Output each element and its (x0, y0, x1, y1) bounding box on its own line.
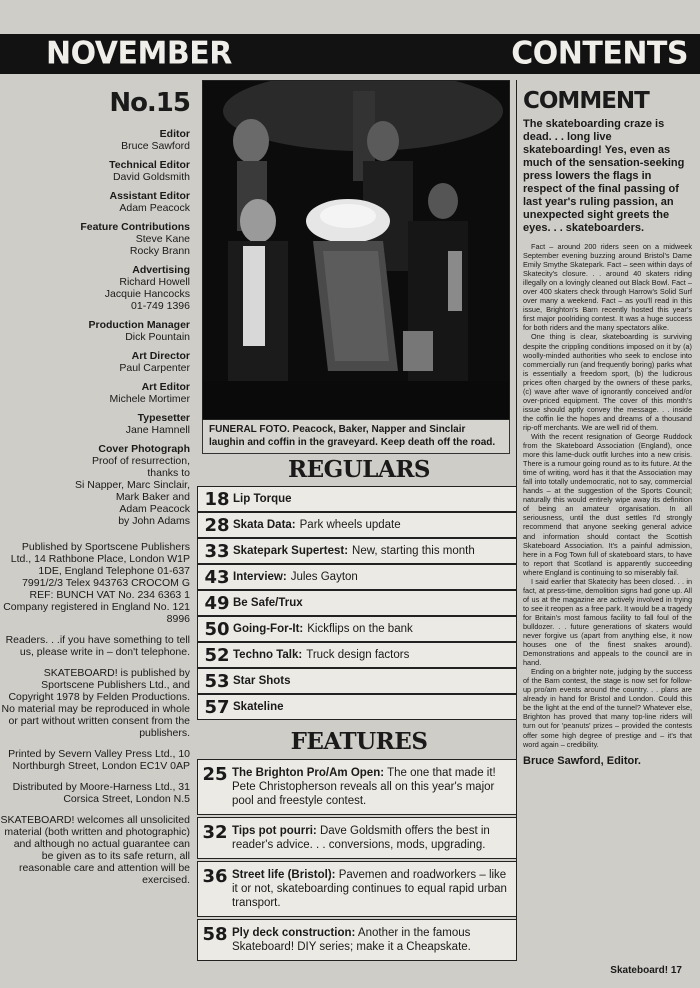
credit-name: Jane Hamnell (125, 424, 190, 436)
regulars-item (197, 616, 517, 642)
page-number: 50 (204, 618, 230, 640)
printer-info: Printed by Severn Valley Press Ltd., 10 Northburgh Street, London EC1V 0AP (8, 748, 190, 772)
item-title: Going-For-It: (233, 623, 304, 635)
credit-role: Feature Contributions (80, 221, 190, 233)
comment-body (523, 242, 692, 749)
credit-role: Typesetter (137, 412, 190, 424)
credit-role: Art Director (131, 350, 190, 362)
credit-name: Paul Carpenter (119, 362, 190, 374)
credit-entry (0, 264, 190, 312)
item-title: Be Safe/Trux (233, 597, 303, 609)
regulars-item (197, 668, 517, 694)
regulars-item (197, 564, 517, 590)
credits-list (0, 128, 190, 527)
features-item (197, 919, 517, 961)
credit-name: Jacquie Hancocks (104, 288, 190, 300)
credit-name: thanks to (147, 467, 190, 479)
cover-photo (202, 80, 510, 420)
item-description: Jules Gayton (290, 571, 358, 583)
item-title: Skatepark Supertest: (233, 545, 349, 557)
item-title: Street life (Bristol): (232, 869, 336, 881)
credit-name: Si Napper, Marc Sinclair, (75, 479, 190, 491)
page-number: 58 (202, 924, 228, 945)
features-item (197, 817, 517, 859)
comment-paragraph: With the recent resignation of George Ruddock from the Skateboard Association (England), once more this lame-duck outfit lurches into a new crisis. There is a rumour going round as to its future. At the time of writing, word has it that the Association may fall into totally undemocratic, not to say, commercial hands – at the suggestion of the Sports Council; naturally this would entirely wipe away its definition of being an amateur organisation. In all seriousness, until the dust settles I'd strongly recommend that anyone seeking general advice and information should contact the Scottish Skateboard Association. It's a painful admission, here in a Fog Town full of skateboard stars, to have to report that Scotland is apparently succeeding where England is continuing to so miserably fail. (523, 431, 692, 577)
credit-name: Adam Peacock (119, 503, 190, 515)
page-number: 28 (204, 514, 230, 536)
item-description: The one that made it! Pete Christopherson reveals all on this year's major pool and freestyle contest. (232, 767, 496, 807)
item-title: Skata Data: (233, 519, 296, 531)
credit-entry (0, 159, 190, 183)
credit-entry (0, 319, 190, 343)
page-number: 25 (202, 764, 228, 785)
credit-entry (0, 381, 190, 405)
credit-entry (0, 412, 190, 436)
comment-paragraph: Fact – around 200 riders seen on a midweek September evening buzzing around Bristol's Dame Emily Smythe Skatepark. Fact – seen within days of Skatecity's closure. . . around 40 skaters riding illegally on a lovingly cleaned out Black Bowl. Fact – over 400 skaters check through Harrow's Solid Surf over many a weekend. Fact – as you'll read in this issue, Brighton's Barn recently hosted this year's first major poolriding contest. It was a huge success for both riders and the many spectators alike. (523, 242, 692, 333)
distributor-info: Distributed by Moore-Harness Ltd., 31 Corsica Street, London N.5 (12, 781, 190, 805)
features-item (197, 861, 517, 917)
copyright-notice: SKATEBOARD! is published by Sportscene Publishers Ltd., and Copyright 1978 by Felden Productions. No material may be reproduced in whole or part without written consent from the publishers. (1, 667, 190, 739)
credit-name: Rocky Brann (129, 245, 190, 257)
credit-name: Richard Howell (119, 276, 190, 288)
page-footer: Skateboard! 17 (610, 965, 682, 976)
regulars-item (197, 486, 517, 512)
features-list (197, 759, 517, 963)
item-title: Techno Talk: (233, 649, 303, 661)
credit-entry (0, 190, 190, 214)
item-description: Another in the famous Skateboard! DIY series; make it a Cheapskate. (232, 927, 471, 953)
credit-entry (0, 443, 190, 527)
comment-heading: COMMENT (523, 88, 649, 114)
page-number: 33 (204, 540, 230, 562)
regulars-item (197, 538, 517, 564)
page-number: 57 (204, 696, 230, 718)
publisher-info: Published by Sportscene Publishers Ltd., 14 Rathbone Place, London W1P 1DE, England Telephone 01-637 7991/2/3 Telex 943763 CROCOM G REF: BUNCH VAT No. 234 6363 1 Company registered in England No. 121 8996 (3, 541, 190, 625)
page-number: 52 (204, 644, 230, 666)
credit-role: Cover Photograph (98, 443, 190, 455)
regulars-item (197, 694, 517, 720)
credit-name: Proof of resurrection, (91, 455, 190, 467)
credit-role: Assistant Editor (109, 190, 190, 202)
page-number: 49 (204, 592, 230, 614)
credit-name: David Goldsmith (112, 171, 190, 183)
item-description: Kickflips on the bank (307, 623, 413, 635)
readers-note: Readers. . .if you have something to tell us, please write in – don't telephone. (5, 634, 190, 658)
regulars-item (197, 642, 517, 668)
item-title: Skateline (233, 701, 284, 713)
regulars-item (197, 590, 517, 616)
credit-name: Steve Kane (135, 233, 190, 245)
credit-role: Editor (159, 128, 190, 140)
credit-name: Michele Mortimer (109, 393, 190, 405)
credit-role: Technical Editor (109, 159, 190, 171)
comment-column (516, 80, 700, 926)
regulars-heading: REGULARS (287, 456, 431, 483)
funeral-photo-image (203, 81, 510, 420)
item-description: Dave Goldsmith offers the best in reader's advice. . . conversions, mods, upgrading. (232, 825, 490, 851)
item-description: New, starting this month (352, 545, 475, 557)
regulars-list (197, 486, 517, 720)
item-title: Interview: (233, 571, 287, 583)
photo-caption: FUNERAL FOTO. Peacock, Baker, Napper and Sinclair laughin and coffin in the graveyard. Keep death off the road. (202, 420, 510, 454)
item-title: Star Shots (233, 675, 291, 687)
comment-lede: The skateboarding craze is dead. . . long live skateboarding! Yes, even as much of the sensation-seeking press lowers the flags in respect of the final passing of last year's ruling passion, an unexpected sight greets the eyes. . . skateboarders. (523, 118, 685, 234)
credit-name: Dick Pountain (125, 331, 190, 343)
item-description: Truck design factors (306, 649, 410, 661)
page-number: 32 (202, 822, 228, 843)
credit-name: 01-749 1396 (131, 300, 190, 312)
item-description: Park wheels update (299, 519, 401, 531)
features-heading: FEATURES (290, 728, 428, 755)
comment-signoff: Bruce Sawford, Editor. (523, 754, 641, 767)
credit-role: Advertising (132, 264, 190, 276)
masthead-column (0, 80, 190, 895)
page-number: 53 (204, 670, 230, 692)
regulars-item (197, 512, 517, 538)
credit-role: Art Editor (141, 381, 190, 393)
credit-name: by John Adams (118, 515, 190, 527)
page-number: 43 (204, 566, 230, 588)
item-title: The Brighton Pro/Am Open: (232, 767, 385, 779)
credit-name: Mark Baker and (115, 491, 190, 503)
features-item (197, 759, 517, 815)
credit-role: Production Manager (88, 319, 190, 331)
item-title: Ply deck construction: (232, 927, 356, 939)
item-description: Pavemen and roadworkers – like it or not, skateboarding continues to equal rapid urban transport. (232, 869, 507, 909)
submissions-note: SKATEBOARD! welcomes all unsolicited material (both written and photographic) and although no actual guarantee can be given as to its safe return, all reasonable care and attention will be exercised. (0, 814, 190, 886)
credit-name: Adam Peacock (119, 202, 190, 214)
page-number: 18 (204, 488, 230, 510)
item-title: Lip Torque (233, 493, 292, 505)
contents-title: CONTENTS (511, 35, 688, 72)
title-banner (0, 34, 700, 74)
issue-number: No.15 (109, 88, 190, 118)
credit-entry (0, 350, 190, 374)
comment-paragraph: I said earlier that Skatecity has been closed. . . in fact, at press-time, demolition signs had gone up. All of us at the magazine are actively involved in trying to see it reopen as a free park. It would be a tragedy for Britain's most famous facility to fall foul of the bulldozer. . . future generations of skaters would never forgive us (apart from anything else, it now houses one of the finest snakes around). Demonstrations and appeals to the council are in hand. (523, 576, 692, 668)
credit-entry (0, 221, 190, 257)
month-title: NOVEMBER (46, 35, 232, 72)
credit-name: Bruce Sawford (121, 140, 190, 152)
page-number: 36 (202, 866, 228, 887)
comment-paragraph: Ending on a brighter note, judging by the success of the Barn contest, the stage is now set for follow-up pro/am events around the country. . . plans are already in hand for Bristol and London. Could this be the light at the end of the tunnel? Whatever else, Brighton has proved that many top-line riders will turn out for 'peanuts' prizes – provided the contests offer some high degree of prestige and – it's that word again – credibility. (523, 667, 692, 749)
comment-paragraph: One thing is clear, skateboarding is surviving despite the crippling conditions imposed on it by (a) woolly-minded authorities who seek to enclose into commercially run (and frequently boring) parks what is essentially a freedom sport, (b) the ludicrous prices often charged by the owners of these parks, (c) wave after wave of ignorantly conceived and/or over-priced equipment. The cover of this month's issue should aptly convey the message. . . inside the coffin lie the hopes and dreams of a thousand rip-off merchants. We are well rid of them. (523, 332, 692, 432)
credit-entry (0, 128, 190, 152)
item-title: Tips pot pourri: (232, 825, 317, 837)
